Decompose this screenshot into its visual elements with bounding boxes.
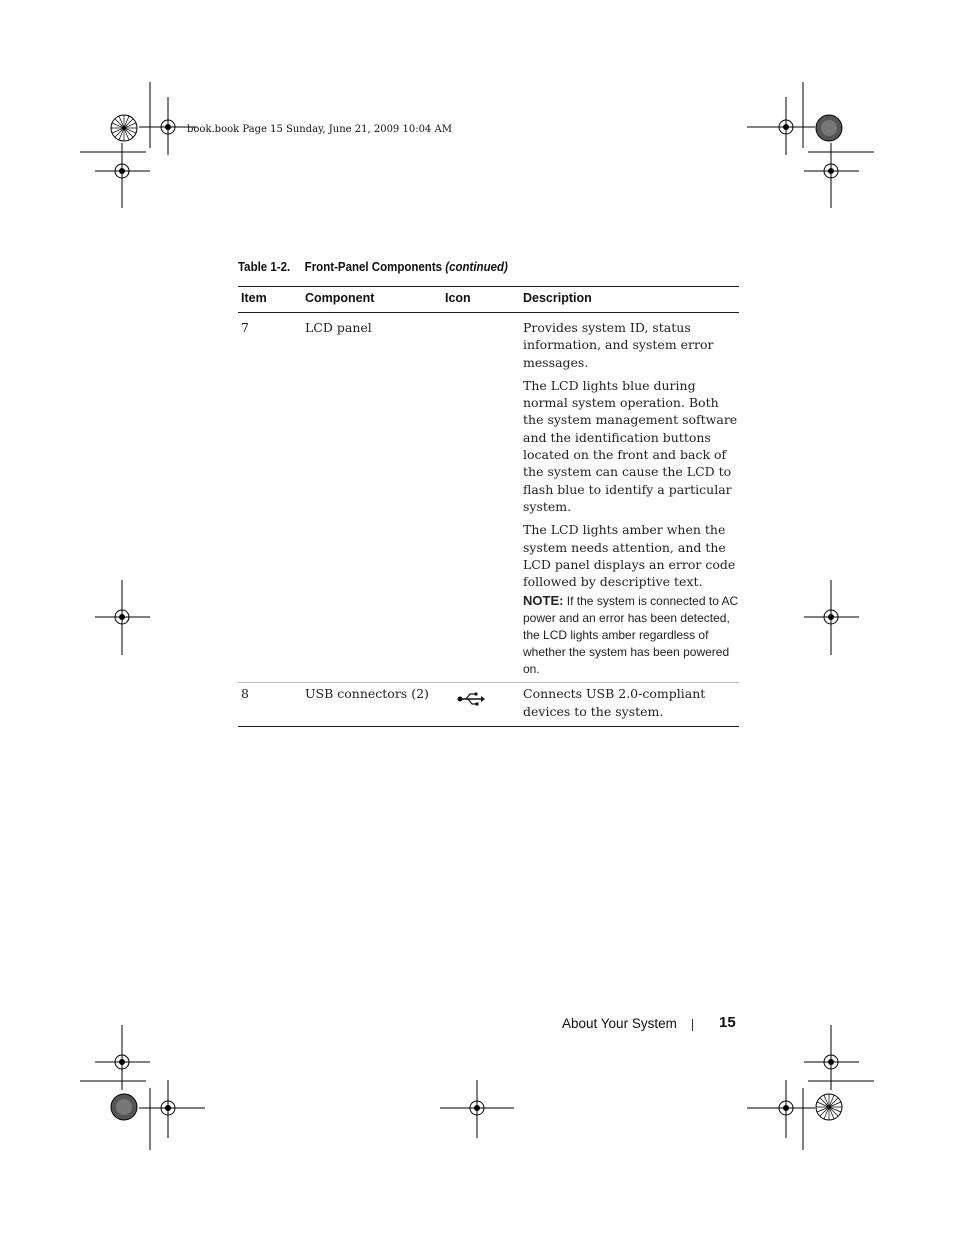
front-panel-components-table <box>238 286 739 727</box>
description-cell <box>520 313 739 683</box>
column-header-description: Description <box>520 287 739 313</box>
description-paragraph: The LCD lights amber when the system needs attention, and the LCD panel displays an error code followed by descriptive text. <box>523 522 736 590</box>
item-cell: 7 <box>238 313 302 683</box>
description-cell <box>520 683 739 727</box>
item-cell: 8 <box>238 683 302 727</box>
table-row <box>238 683 739 727</box>
table-caption-suffix: (continued) <box>445 260 508 274</box>
print-slug: book.book Page 15 Sunday, June 21, 2009 10:04 AM <box>187 124 452 135</box>
table-caption-title: Front-Panel Components <box>304 260 443 274</box>
column-header-item: Item <box>238 287 302 313</box>
icon-cell <box>442 313 520 683</box>
component-cell: USB connectors (2) <box>302 683 442 727</box>
component-cell: LCD panel <box>302 313 442 683</box>
description-paragraph: Provides system ID, status information, and system error messages. <box>523 320 714 370</box>
usb-icon <box>457 691 485 711</box>
note-label: NOTE: <box>523 593 564 609</box>
description-paragraph: The LCD lights blue during normal system operation. Both the system management software and the identification buttons located on the front and back of the system can cause the LCD to flash blue to identify a particular system. <box>523 377 738 514</box>
table-caption <box>238 260 508 274</box>
footer-section-title: About Your System <box>562 1016 677 1031</box>
footer-divider <box>692 1019 693 1031</box>
column-header-icon: Icon <box>442 287 520 313</box>
note-block <box>523 592 739 678</box>
page-number: 15 <box>719 1014 736 1031</box>
note-text: If the system is connected to AC power and an error has been detected, the LCD lights amber regardless of whether the system has been powered on. <box>523 594 739 677</box>
table-header-row <box>238 287 739 313</box>
table-caption-number: Table 1-2. <box>238 260 291 274</box>
description-paragraph: Connects USB 2.0-compliant devices to the system. <box>523 686 706 719</box>
column-header-component: Component <box>302 287 442 313</box>
icon-cell <box>442 683 520 727</box>
table-row <box>238 313 739 683</box>
